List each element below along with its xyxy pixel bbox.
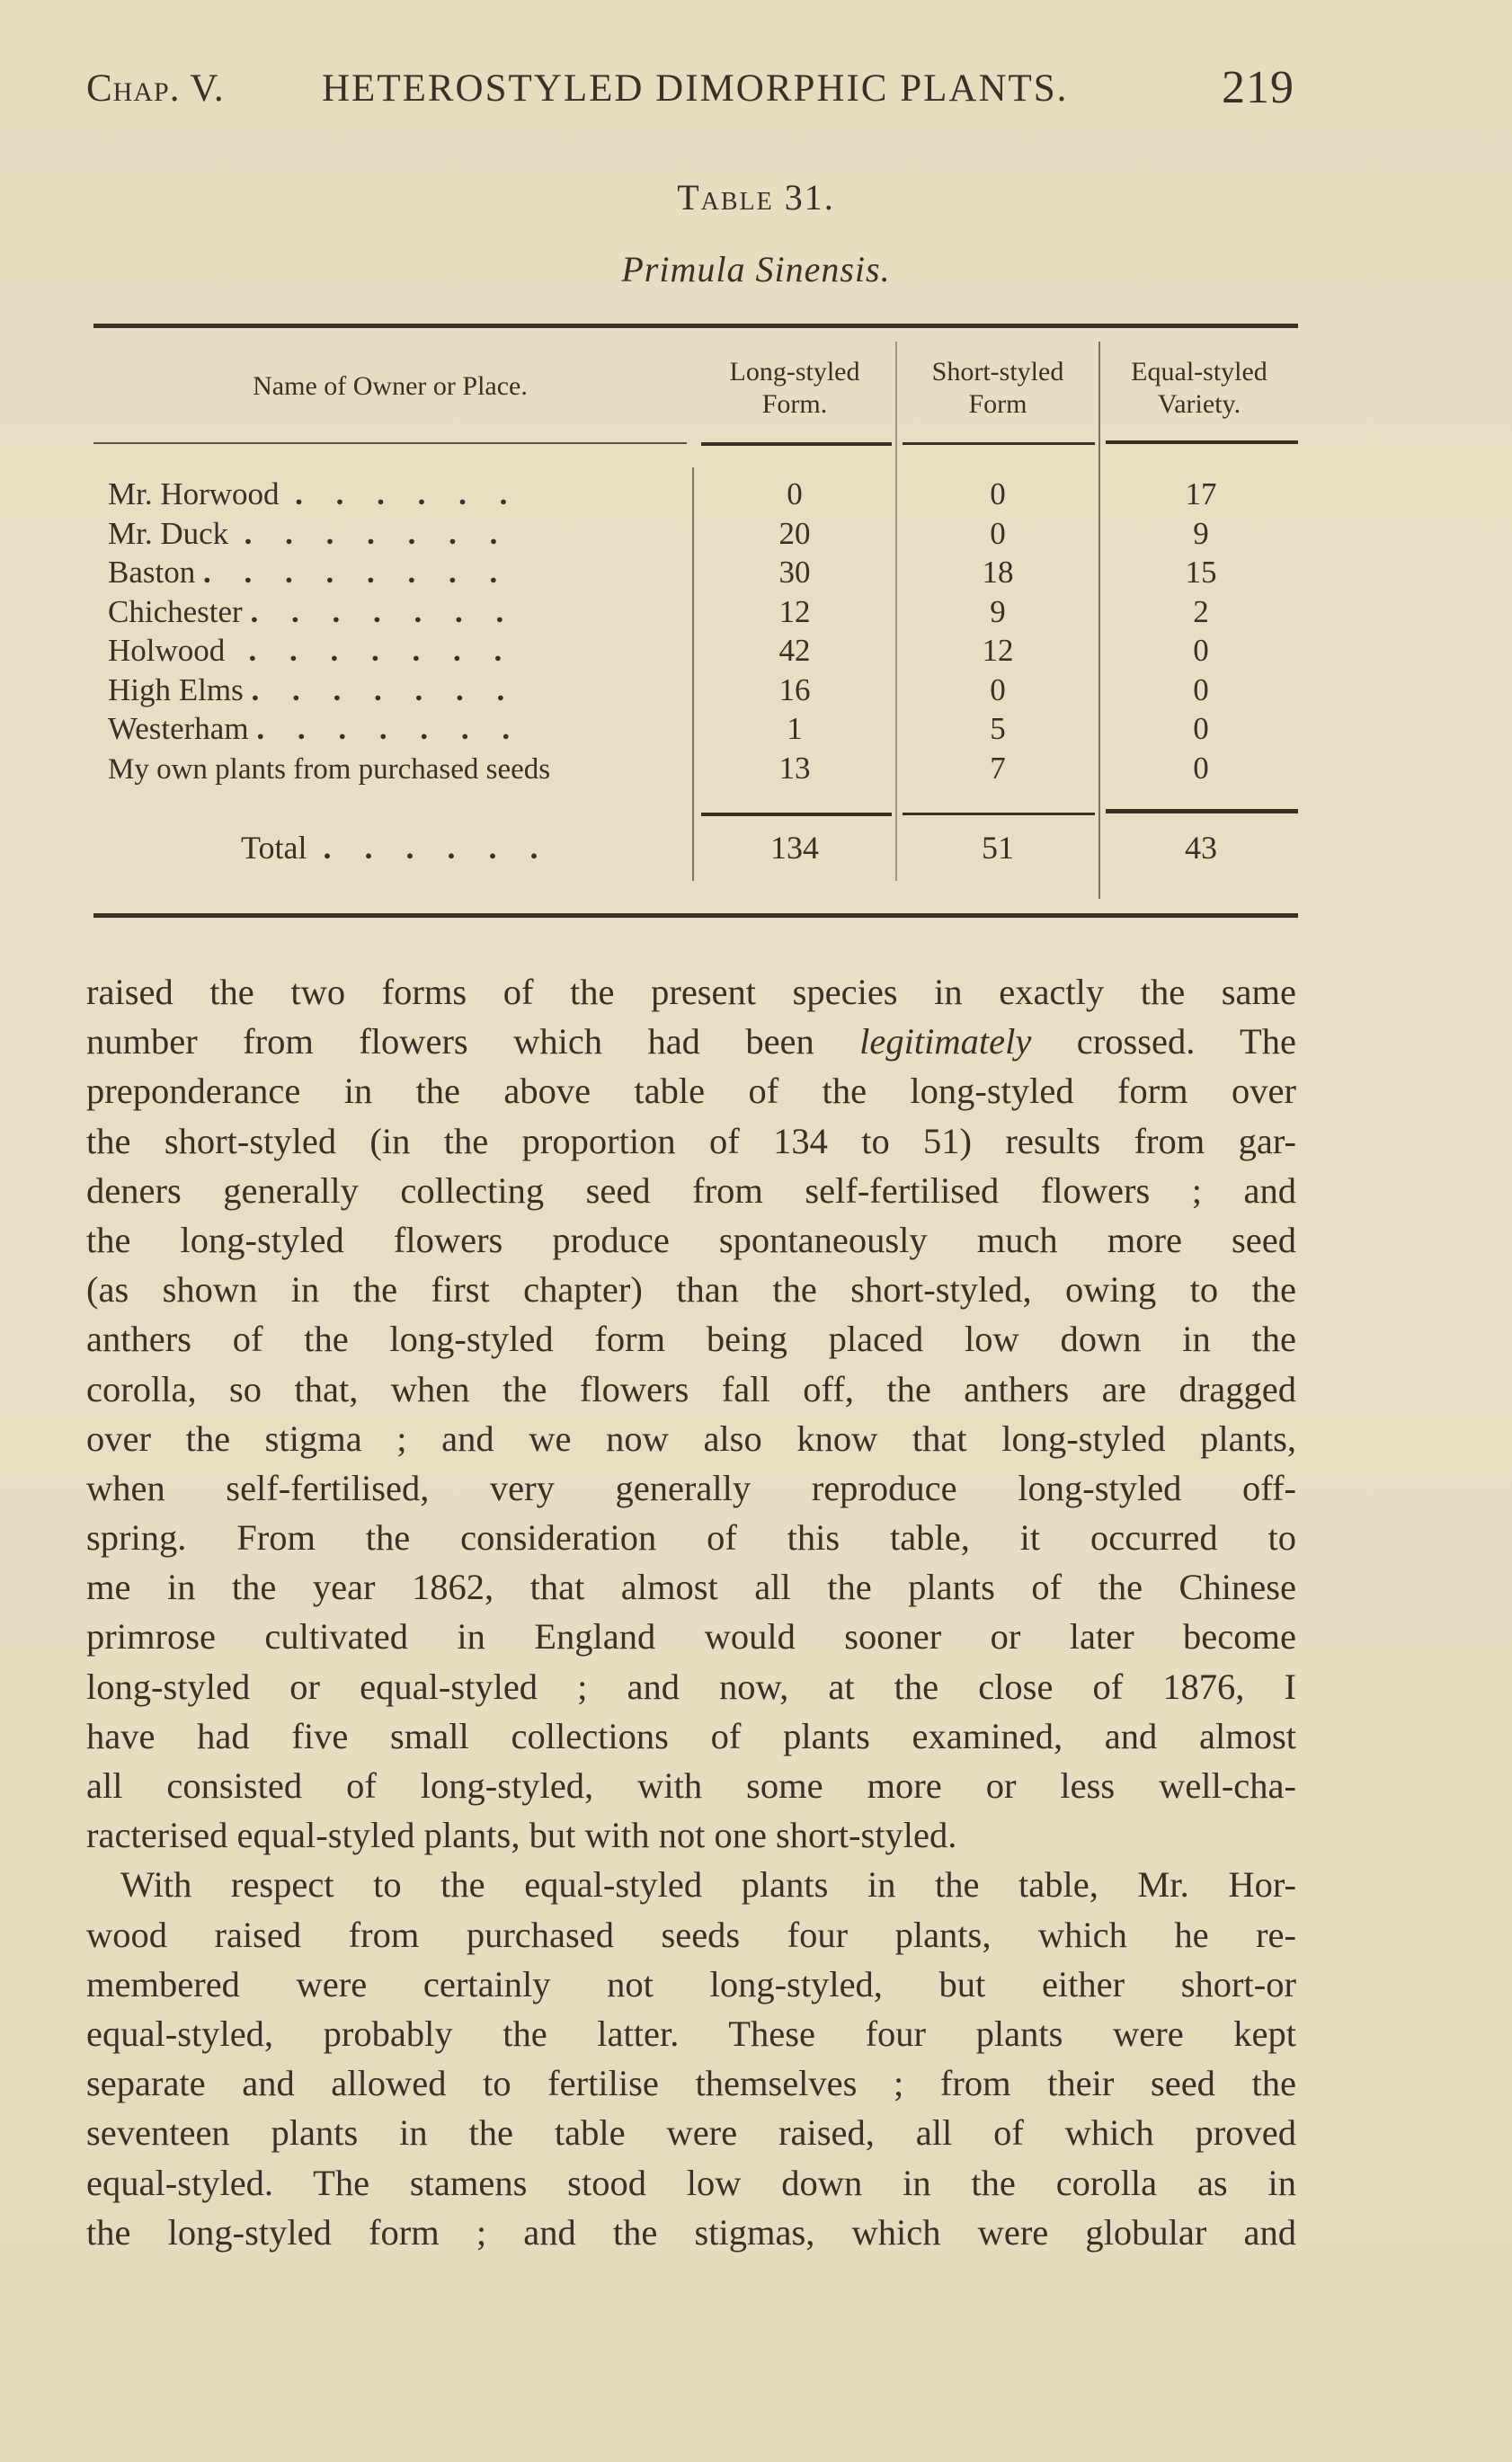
table-species-title: Primula Sinensis. <box>621 249 891 289</box>
total-rule <box>701 813 892 816</box>
header-rule <box>93 442 687 444</box>
cell-long: 16 <box>778 671 811 707</box>
cell-long: 1 <box>787 711 803 746</box>
text-line: have had five small collections of plants examined, and almost <box>86 1715 1296 1756</box>
text-line: separate and allowed to fertilise themselves ; from their seed the <box>86 2063 1296 2104</box>
text-line: the short-styled (in the proportion of 134 to 51) results from gar- <box>86 1120 1296 1161</box>
body-text <box>86 967 1296 2257</box>
cell-equal: 15 <box>1185 555 1217 590</box>
chapter-label: Chap. V. <box>86 67 225 110</box>
cell-equal: 17 <box>1185 476 1217 511</box>
table-row <box>86 553 1300 592</box>
table-row <box>86 592 1300 632</box>
cell-equal: 0 <box>1193 711 1209 746</box>
header-line: Variety. <box>1157 389 1241 419</box>
cell-short: 0 <box>990 476 1006 511</box>
header-line: Form. <box>761 389 828 419</box>
text-line <box>86 1017 1296 1066</box>
cell-equal: 9 <box>1193 515 1209 551</box>
text-line: spring. From the consideration of this table, it occurred to <box>86 1517 1296 1559</box>
table-row <box>86 671 1300 710</box>
table-row <box>86 631 1300 671</box>
leader-dots: . . . . . . . <box>248 633 515 668</box>
header-equal-styled <box>1100 356 1298 421</box>
paragraph-1 <box>86 967 1296 1860</box>
cell-short: 0 <box>990 671 1006 707</box>
header-name-of-owner: Name of Owner or Place. <box>253 371 528 401</box>
row-name: Mr. Duck <box>108 515 229 551</box>
header-long-styled <box>694 356 895 421</box>
table-row <box>86 475 1300 514</box>
total-long: 134 <box>770 830 819 866</box>
text-line: when self-fertilised, very generally reproduce long-styled off- <box>86 1467 1296 1508</box>
leader-dots: . . . . . . <box>295 476 520 511</box>
italic-term: legitimately <box>859 1021 1032 1062</box>
total-equal: 43 <box>1185 830 1217 866</box>
cell-short: 5 <box>990 711 1006 746</box>
cell-equal: 0 <box>1193 671 1209 707</box>
cell-long: 12 <box>778 593 811 629</box>
cell-equal: 2 <box>1193 593 1209 629</box>
text-line: racterised equal-styled plants, but with not one short-styled. <box>86 1815 957 1856</box>
row-name: My own plants from purchased seeds <box>108 752 551 786</box>
text-line: With respect to the equal-styled plants in the table, Mr. Hor- <box>120 1864 1296 1906</box>
text-line: (as shown in the first chapter) than the short-styled, owing to the <box>86 1269 1296 1311</box>
text-line: equal-styled, probably the latter. These four plants were kept <box>86 2013 1296 2054</box>
text-span: number from flowers which had been <box>86 1021 860 1062</box>
cell-equal: 0 <box>1193 750 1209 786</box>
text-line: me in the year 1862, that almost all the plants of the Chinese <box>86 1567 1296 1608</box>
table-bottom-rule <box>93 913 1298 918</box>
leader-dots: . . . . . . . . <box>202 555 511 590</box>
page-number: 219 <box>1222 62 1294 113</box>
table-row <box>86 709 1300 749</box>
row-name: Baston <box>108 555 196 590</box>
text-line: membered were certainly not long-styled, but either short-or <box>86 1963 1296 2004</box>
cell-short: 7 <box>990 750 1006 786</box>
row-name: Chichester <box>108 593 243 629</box>
text-line: anthers of the long-styled form being placed low down in the <box>86 1319 1296 1360</box>
leader-dots: . . . . . . <box>323 830 551 866</box>
text-line: the long-styled flowers produce spontaneously much more seed <box>86 1219 1296 1260</box>
leader-dots: . . . . . . . <box>251 671 518 707</box>
text-line: over the stigma ; and we now also know that long-styled plants, <box>86 1418 1296 1459</box>
running-header <box>86 62 1294 120</box>
cell-short: 12 <box>982 633 1014 668</box>
row-name: High Elms <box>108 671 244 707</box>
text-line: corolla, so that, when the flowers fall off, the anthers are dragged <box>86 1368 1296 1409</box>
text-line: preponderance in the above table of the long-styled form over <box>86 1071 1296 1112</box>
cell-long: 42 <box>778 633 811 668</box>
text-line: the long-styled form ; and the stigmas, which were globular and <box>86 2211 1296 2253</box>
header-line: Short-styled <box>931 357 1064 387</box>
text-line: seventeen plants in the table were raised, all of which proved <box>86 2112 1296 2154</box>
text-line: long-styled or equal-styled ; and now, at the close of 1876, I <box>86 1666 1296 1707</box>
running-title: HETEROSTYLED DIMORPHIC PLANTS. <box>322 67 1069 110</box>
row-name: Holwood <box>108 633 226 668</box>
header-line: Equal-styled <box>1131 357 1267 387</box>
cell-short: 18 <box>982 555 1014 590</box>
text-line: raised the two forms of the present species in exactly the same <box>86 972 1296 1012</box>
leader-dots: . . . . . . . <box>250 593 517 629</box>
text-line: deners generally collecting seed from self-fertilised flowers ; and <box>86 1169 1296 1211</box>
row-name: Westerham <box>108 711 249 746</box>
paragraph-2 <box>86 1860 1296 2257</box>
text-line: equal-styled. The stamens stood low down in the corolla as in <box>86 2162 1296 2203</box>
text-span: crossed. The <box>1031 1021 1296 1062</box>
total-rule <box>903 813 1095 815</box>
cell-short: 9 <box>990 593 1006 629</box>
table-top-rule <box>93 324 1298 328</box>
cell-long: 0 <box>787 476 803 511</box>
leader-dots: . . . . . . . <box>256 711 523 746</box>
text-line: primrose cultivated in England would sooner or later become <box>86 1616 1296 1658</box>
table-body <box>86 475 1300 787</box>
total-row <box>86 827 1300 868</box>
table-row <box>86 514 1300 554</box>
header-line: Form <box>968 389 1027 419</box>
leader-dots: . . . . . . . <box>244 515 511 551</box>
data-table <box>86 324 1300 917</box>
table-number: Table 31. <box>677 177 835 218</box>
total-short: 51 <box>982 830 1014 866</box>
cell-long: 20 <box>778 515 811 551</box>
table-row <box>86 749 1300 788</box>
row-name: Mr. Horwood <box>108 476 280 511</box>
text-line: all consisted of long-styled, with some more or less well-cha- <box>86 1765 1296 1806</box>
total-rule <box>1106 809 1298 813</box>
cell-long: 13 <box>778 750 811 786</box>
header-rule <box>903 442 1095 445</box>
cell-equal: 0 <box>1193 633 1209 668</box>
header-line: Long-styled <box>729 357 860 387</box>
header-short-styled <box>897 356 1098 421</box>
header-rule <box>1106 440 1298 444</box>
cell-short: 0 <box>990 515 1006 551</box>
header-rule <box>701 442 892 446</box>
total-label: Total <box>241 830 307 866</box>
text-line: wood raised from purchased seeds four plants, which he re- <box>86 1914 1296 1955</box>
cell-long: 30 <box>778 555 811 590</box>
